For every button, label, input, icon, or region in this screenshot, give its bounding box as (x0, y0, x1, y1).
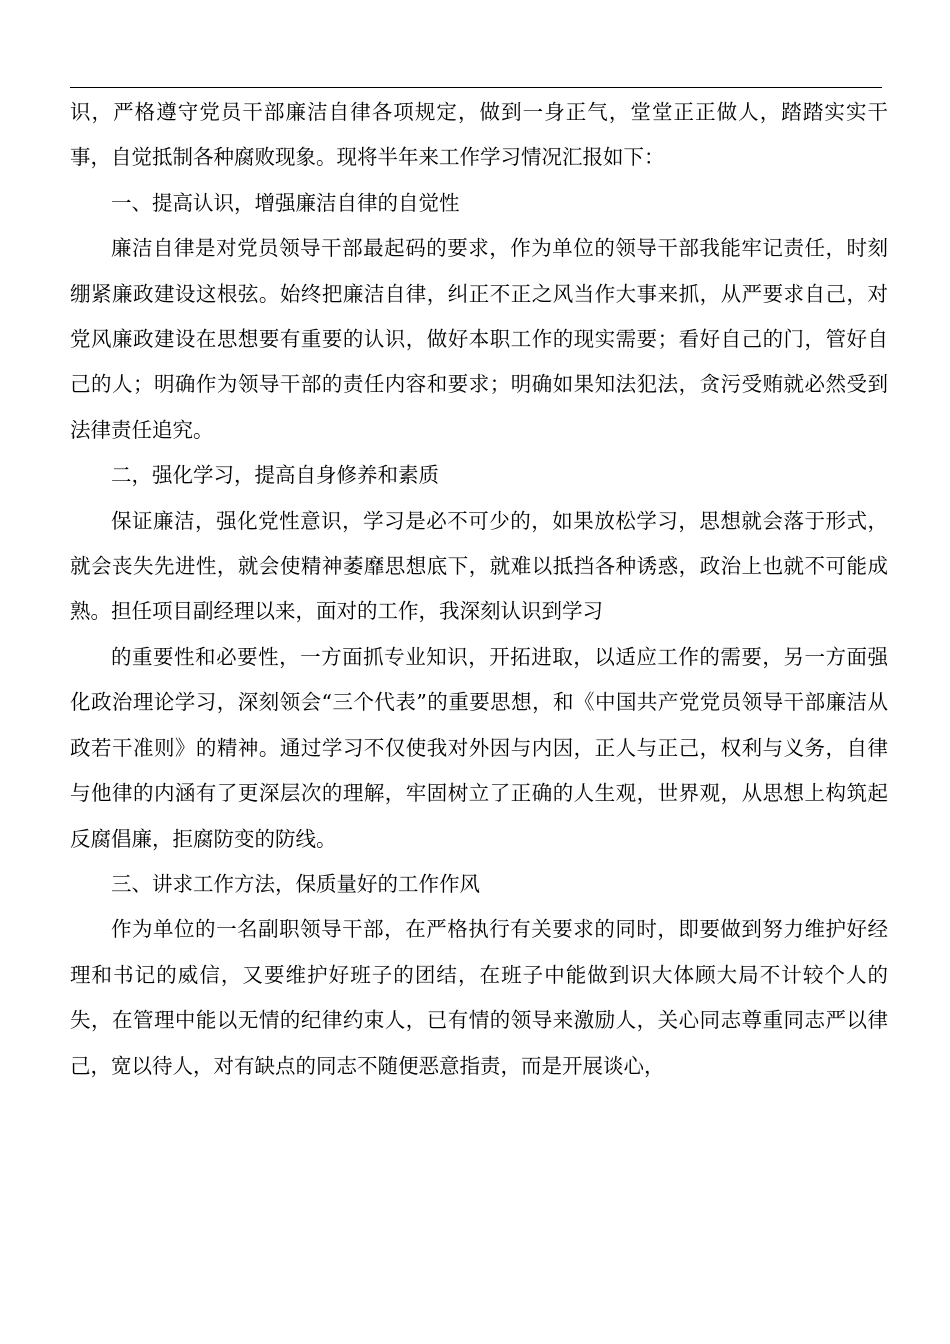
header-rule (70, 87, 882, 88)
document-body (70, 90, 888, 1089)
section-heading-2: 二，强化学习，提高自身修养和素质 (111, 463, 439, 488)
section-heading-1: 一、提高认识，增强廉洁自律的自觉性 (111, 190, 460, 215)
paragraph-continued: 识，严格遵守党员干部廉洁自律各项规定，做到一身正气，堂堂正正做人，踏踏实实干事，自觉抵制各种腐败现象。现将半年来工作学习情况汇报如下： (70, 100, 888, 170)
section-heading-3: 三、讲求工作方法，保质量好的工作作风 (111, 871, 480, 896)
paragraph: 廉洁自律是对党员领导干部最起码的要求，作为单位的领导干部我能牢记责任，时刻绷紧廉政建设这根弦。始终把廉洁自律，纠正不正之风当作大事来抓，从严要求自己，对党风廉政建设在思想要有重要的认识，做好本职工作的现实需要；看好自己的门，管好自己的人；明确作为领导干部的责任内容和要求；明确如果知法犯法，贪污受贿就必然受到法律责任追究。 (70, 236, 888, 442)
paragraph: 保证廉洁，强化党性意识，学习是必不可少的，如果放松学习，思想就会落于形式，就会丧失先进性，就会使精神萎靡思想底下，就难以抵挡各种诱惑，政治上也就不可能成熟。担任项目副经理以来，面对的工作，我深刻认识到学习 (70, 508, 888, 624)
paragraph: 的重要性和必要性，一方面抓专业知识，开拓进取，以适应工作的需要，另一方面强化政治理论学习，深刻领会“三个代表”的重要思想，和《中国共产党党员领导干部廉洁从政若干准则》的精神。通过学习不仅使我对外因与内因，正人与正己，权利与义务，自律与他律的内涵有了更深层次的理解，牢固树立了正确的人生观，世界观，从思想上构筑起反腐倡廉，拒腐防变的防线。 (70, 644, 888, 851)
paragraph: 作为单位的一名副职领导干部，在严格执行有关要求的同时，即要做到努力维护好经理和书记的威信，又要维护好班子的团结，在班子中能做到识大体顾大局不计较个人的失，在管理中能以无情的纪律约束人，已有情的领导来激励人，关心同志尊重同志严以律己，宽以待人，对有缺点的同志不随便恶意指责，而是开展谈心， (70, 917, 888, 1078)
